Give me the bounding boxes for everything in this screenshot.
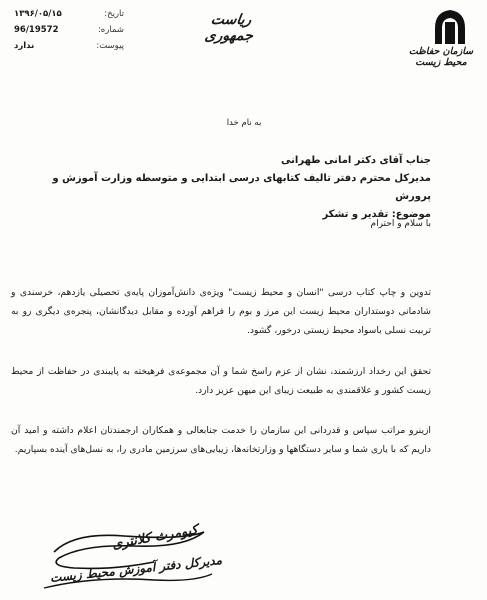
organization-logo-icon [425,6,475,46]
date-label: تاریخ: [104,9,124,19]
presidency-heading: ریاست جمهوری [203,12,255,44]
date-row [14,6,124,22]
body-paragraph-2: تحقق این رخداد ارزشمند، نشان از عزم راسخ شما و آن مجموعه‌ی فرهیخته به پایبندی در حفاظت از محیط زیست کشور و علاقمندی به طبیعت زیبای این میهن عزیز دارد. [11,366,431,396]
address-block [51,152,431,224]
signature-name: کیومرث کلانتری [111,522,199,553]
recipient-name: جناب آقای دکتر امانی طهرانی [281,155,431,166]
bismillah: به نام خدا [226,118,262,128]
date-value: ۱۳۹۶/۰۵/۱۵ [14,9,62,19]
number-value: 96/19572 [14,25,59,35]
body-paragraph-1: تدوین و چاپ کتاب درسی "انسان و محیط زیست" ویژه‌ی دانش‌آموزان پایه‌ی تحصیلی یازدهم، خرسندی و شادمانی دوستداران محیط زیست این مرز و بوم را فراهم آورده و مقابل دیدگانشان، پنجره‌ی دیگری رو به تربیت نسلی باسواد محیط زیستی درخور، گشود. [11,287,431,336]
header-fields [14,6,124,54]
attachment-label: پیوست: [96,41,124,51]
number-label: شماره: [97,25,124,35]
attachment-value: ندارد [14,41,35,51]
body-paragraph-3: ازینرو مراتب سپاس و قدردانی این سازمان را خدمت جنابعالی و همکاران ارجمندتان اعلام داشته و امید آن داریم که با یاری شما و سایر دستگاهها و وزارتخانه‌ها، زیبایی‌های سرزمین مادری را، به نسل‌های آینده بسپاریم. [11,425,431,455]
recipient-title: مدیرکل محترم دفتر تالیف کتابهای درسی ابتدایی و متوسطه وزارت آموزش و پرورش [52,173,431,202]
signature-title: مدیرکل دفتر آموزش محیط زیست [49,553,223,585]
subject-line: موضوع: تقدیر و تشکر [322,209,431,220]
attachment-row [14,38,124,54]
number-row [14,22,124,38]
greeting: با سلام و احترام [370,219,431,229]
organization-name: سازمان حفاظت محیط زیست [408,46,474,68]
